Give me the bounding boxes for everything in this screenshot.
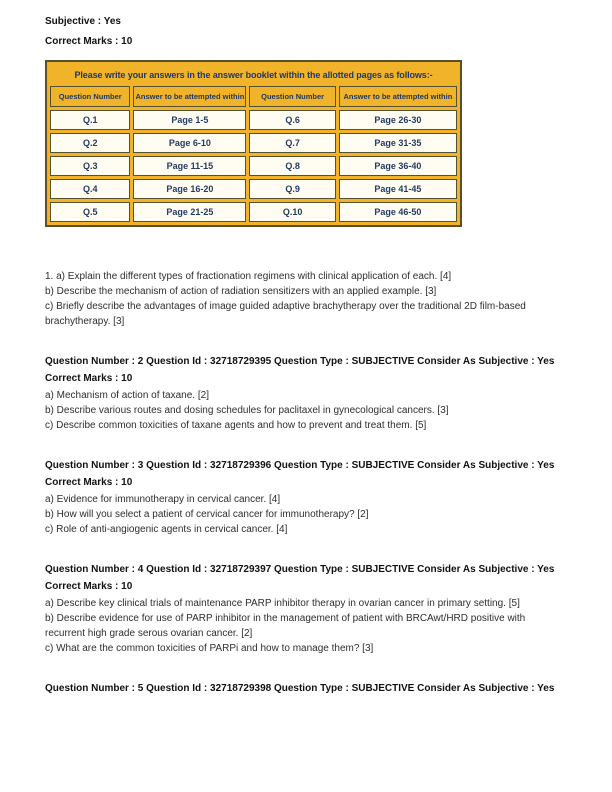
table-caption: Please write your answers in the answer booklet within the allotted pages as follows:- — [74, 70, 433, 80]
question-marks: Correct Marks : 10 — [45, 373, 133, 384]
table-cell: Q.1 — [50, 110, 130, 130]
question-part: c) What are the common toxicities of PARPi and how to manage them? [3] — [45, 643, 374, 654]
question-header: Question Number : 4 Question Id : 32718729397 Question Type : SUBJECTIVE Consider As Subjective : Yes — [45, 564, 555, 575]
question-4-block — [45, 562, 565, 656]
question-part: a) Mechanism of action of taxane. [2] — [45, 390, 209, 401]
table-row — [50, 110, 457, 130]
table-cell: Page 31-35 — [339, 133, 457, 153]
table-cell: Q.5 — [50, 202, 130, 222]
question-header: Question Number : 5 Question Id : 32718729398 Question Type : SUBJECTIVE Consider As Subjective : Yes — [45, 683, 555, 694]
question-header: Question Number : 3 Question Id : 32718729396 Question Type : SUBJECTIVE Consider As Subjective : Yes — [45, 460, 555, 471]
table-cell: Q.6 — [249, 110, 335, 130]
question-1-block — [45, 269, 565, 329]
table-cell: Q.10 — [249, 202, 335, 222]
table-cell: Q.3 — [50, 156, 130, 176]
table-header-row — [50, 86, 457, 107]
question-part: c) Role of anti-angiogenic agents in cervical cancer. [4] — [45, 524, 288, 535]
table-row — [50, 133, 457, 153]
table-cell: Q.2 — [50, 133, 130, 153]
question-part: b) Describe various routes and dosing schedules for paclitaxel in gynecological cancers. [3] — [45, 405, 449, 416]
table-row — [50, 179, 457, 199]
question-part: a) Evidence for immunotherapy in cervical cancer. [4] — [45, 494, 281, 505]
table-cell: Page 36-40 — [339, 156, 457, 176]
table-caption-row — [50, 65, 457, 83]
question-part: b) How will you select a patient of cervical cancer for immunotherapy? [2] — [45, 509, 369, 520]
question-header: Question Number : 2 Question Id : 32718729395 Question Type : SUBJECTIVE Consider As Subjective : Yes — [45, 356, 555, 367]
question-marks: Correct Marks : 10 — [45, 581, 133, 592]
table-cell: Page 46-50 — [339, 202, 457, 222]
table-cell: Page 11-15 — [133, 156, 246, 176]
question-marks: Correct Marks : 10 — [45, 477, 133, 488]
question-5-block — [45, 681, 565, 696]
col-header-attempt-within-left: Answer to be attempted within — [133, 86, 246, 107]
question-part: c) Briefly describe the advantages of image guided adaptive brachytherapy over the traditional 2D film-based brachytherapy. [3] — [45, 301, 526, 327]
table-cell: Page 41-45 — [339, 179, 457, 199]
answer-booklet-table — [45, 60, 462, 227]
question-part: 1. a) Explain the different types of fractionation regimens with clinical application of each. [4] — [45, 271, 452, 282]
question-2-block — [45, 354, 565, 433]
question-part: b) Describe evidence for use of PARP inhibitor in the management of patient with BRCAwt/HRD positive with recurrent high grade serous ovarian cancer. [2] — [45, 613, 526, 639]
page-content — [45, 12, 565, 696]
table-cell: Q.8 — [249, 156, 335, 176]
table-row — [50, 202, 457, 222]
question-part: a) Describe key clinical trials of maintenance PARP inhibitor therapy in ovarian cancer in primary setting. [5] — [45, 598, 520, 609]
col-header-attempt-within-right: Answer to be attempted within — [339, 86, 457, 107]
question-part: b) Describe the mechanism of action of radiation sensitizers with an applied example. [3] — [45, 286, 437, 297]
correct-marks-line: Correct Marks : 10 — [45, 36, 133, 47]
table-cell: Page 6-10 — [133, 133, 246, 153]
table-row — [50, 156, 457, 176]
question-part: c) Describe common toxicities of taxane agents and how to prevent and treat them. [5] — [45, 420, 427, 431]
question-3-block — [45, 458, 565, 537]
table-cell: Q.7 — [249, 133, 335, 153]
col-header-question-number-left: Question Number — [50, 86, 130, 107]
table-cell: Q.4 — [50, 179, 130, 199]
table-cell: Page 1-5 — [133, 110, 246, 130]
subjective-line: Subjective : Yes — [45, 16, 121, 27]
table-cell: Page 16-20 — [133, 179, 246, 199]
col-header-question-number-right: Question Number — [249, 86, 335, 107]
table-cell: Q.9 — [249, 179, 335, 199]
table-cell: Page 26-30 — [339, 110, 457, 130]
table-cell: Page 21-25 — [133, 202, 246, 222]
